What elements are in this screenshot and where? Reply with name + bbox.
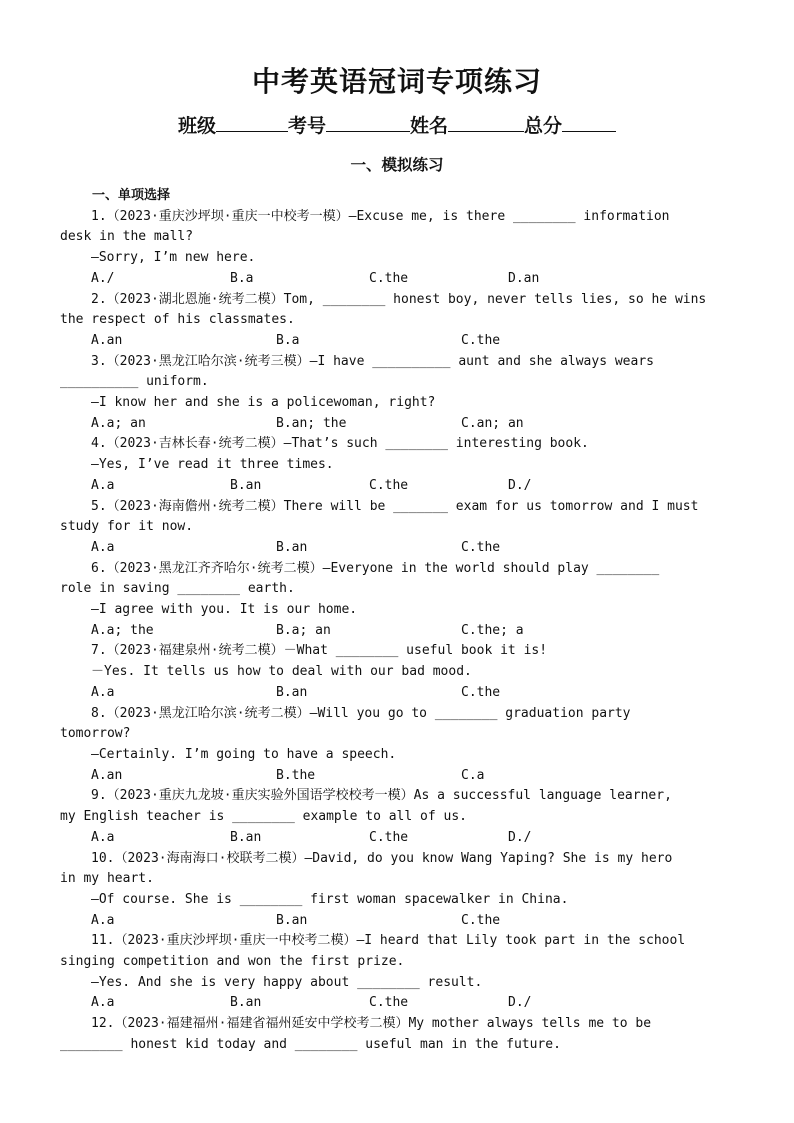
question-stem-line1: 9.（2023·重庆九龙坡·重庆实验外国语学校校考一模）As a successful language learner, bbox=[91, 788, 672, 804]
question-stem bbox=[60, 704, 736, 745]
section-title: 一、模拟练习 bbox=[350, 156, 444, 174]
question-stem bbox=[60, 1014, 736, 1055]
option-d[interactable]: D./ bbox=[508, 995, 532, 1011]
subsection-title: 一、单项选择 bbox=[92, 188, 171, 203]
option-b[interactable]: B.an bbox=[276, 539, 308, 555]
dialogue-reply: —I agree with you. It is our home. bbox=[91, 602, 358, 618]
option-b[interactable]: B.an bbox=[276, 684, 308, 700]
question-stem bbox=[60, 497, 736, 538]
question-stem-line1: 10.（2023·海南海口·校联考二模）—David, do you know Wang Yaping? She is my hero bbox=[91, 850, 673, 866]
answer-options bbox=[60, 828, 736, 849]
question-stem-line2: __________ uniform. bbox=[60, 374, 209, 390]
question-list bbox=[60, 186, 736, 1056]
question-stem-line2: my English teacher is ________ example to all of us. bbox=[60, 809, 467, 825]
answer-options bbox=[60, 993, 736, 1014]
option-d[interactable]: D.an bbox=[508, 270, 540, 286]
question-item bbox=[60, 704, 736, 787]
option-a[interactable]: A.an bbox=[91, 332, 123, 348]
option-c[interactable]: C.the bbox=[369, 270, 409, 286]
question-stem-line2: ________ honest kid today and ________ useful man in the future. bbox=[60, 1036, 561, 1052]
question-stem-line2: role in saving ________ earth. bbox=[60, 581, 295, 597]
option-c[interactable]: C.the bbox=[461, 684, 501, 700]
question-item bbox=[60, 352, 736, 435]
question-stem bbox=[60, 786, 736, 827]
question-stem-line1: 6.（2023·黑龙江齐齐哈尔·统考二模）—Everyone in the world should play ________ bbox=[91, 560, 660, 576]
option-c[interactable]: C.the bbox=[369, 477, 409, 493]
answer-options bbox=[60, 538, 736, 559]
question-stem-line2: the respect of his classmates. bbox=[60, 312, 295, 328]
option-a[interactable]: A.a bbox=[91, 912, 115, 928]
question-stem bbox=[60, 641, 736, 662]
question-stem-line2: tomorrow? bbox=[60, 726, 131, 742]
question-stem bbox=[60, 849, 736, 890]
question-stem-line2: desk in the mall? bbox=[60, 229, 194, 245]
question-stem bbox=[60, 559, 736, 600]
option-c[interactable]: C.the; a bbox=[461, 622, 524, 638]
question-stem-line1: 12.（2023·福建福州·福建省福州延安中学校考二模）My mother always tells me to be bbox=[91, 1016, 652, 1032]
answer-options bbox=[60, 269, 736, 290]
student-info-line bbox=[0, 111, 794, 138]
exam-no-label: 考号 bbox=[287, 115, 326, 137]
option-b[interactable]: B.the bbox=[276, 767, 316, 783]
option-d[interactable]: D./ bbox=[508, 477, 532, 493]
option-c[interactable]: C.the bbox=[369, 829, 409, 845]
dialogue-reply: —Of course. She is ________ first woman spacewalker in China. bbox=[91, 891, 569, 907]
option-a[interactable]: A.a bbox=[91, 995, 115, 1011]
option-c[interactable]: C.the bbox=[461, 912, 501, 928]
dialogue-reply: —Certainly. I’m going to have a speech. bbox=[91, 746, 397, 762]
question-item bbox=[60, 849, 736, 932]
answer-options bbox=[60, 621, 736, 642]
answer-options bbox=[60, 331, 736, 352]
dialogue-reply: —I know her and she is a policewoman, right? bbox=[91, 395, 436, 411]
name-label: 姓名 bbox=[410, 115, 449, 137]
answer-options bbox=[60, 911, 736, 932]
question-stem bbox=[60, 290, 736, 331]
question-stem bbox=[60, 207, 736, 248]
option-b[interactable]: B.an bbox=[230, 829, 262, 845]
question-item bbox=[60, 207, 736, 290]
question-stem-line2: study for it now. bbox=[60, 519, 194, 535]
option-b[interactable]: B.a; an bbox=[276, 622, 331, 638]
name-blank[interactable] bbox=[448, 113, 524, 132]
page-title: 中考英语冠词专项练习 bbox=[251, 65, 542, 98]
question-stem-line1: 11.（2023·重庆沙坪坝·重庆一中校考二模）—I heard that Lily took part in the school bbox=[91, 933, 686, 949]
answer-options bbox=[60, 414, 736, 435]
answer-options bbox=[60, 766, 736, 787]
option-a[interactable]: A./ bbox=[91, 270, 115, 286]
question-stem-line1: 4.（2023·吉林长春·统考二模）—That’s such ________ interesting book. bbox=[91, 436, 589, 452]
question-stem-line2: singing competition and won the first prize. bbox=[60, 954, 405, 970]
question-item bbox=[60, 497, 736, 559]
option-a[interactable]: A.a bbox=[91, 829, 115, 845]
question-stem-line1: 2.（2023·湖北恩施·统考二模）Tom, ________ honest boy, never tells lies, so he wins bbox=[91, 291, 707, 307]
question-item bbox=[60, 641, 736, 703]
option-b[interactable]: B.an bbox=[276, 912, 308, 928]
question-item bbox=[60, 1014, 736, 1055]
option-b[interactable]: B.a bbox=[276, 332, 300, 348]
question-stem bbox=[60, 352, 736, 393]
question-stem-line1: 5.（2023·海南儋州·统考二模）There will be _______ exam for us tomorrow and I must bbox=[91, 498, 699, 514]
question-stem-line1: 8.（2023·黑龙江哈尔滨·统考二模）—Will you go to ________ graduation party bbox=[91, 705, 631, 721]
question-item bbox=[60, 931, 736, 1014]
option-b[interactable]: B.an bbox=[230, 477, 262, 493]
question-item bbox=[60, 786, 736, 848]
class-blank[interactable] bbox=[216, 113, 288, 132]
option-d[interactable]: D./ bbox=[508, 829, 532, 845]
option-b[interactable]: B.an; the bbox=[276, 415, 347, 431]
question-item bbox=[60, 559, 736, 642]
question-stem-line1: 1.（2023·重庆沙坪坝·重庆一中校考一模）—Excuse me, is there ________ information bbox=[91, 208, 670, 224]
option-a[interactable]: A.a; the bbox=[91, 622, 154, 638]
question-stem-line1: 3.（2023·黑龙江哈尔滨·统考三模）—I have __________ aunt and she always wears bbox=[91, 353, 654, 369]
option-a[interactable]: A.a bbox=[91, 684, 115, 700]
answer-options bbox=[60, 683, 736, 704]
question-item bbox=[60, 434, 736, 496]
option-c[interactable]: C.a bbox=[461, 767, 485, 783]
option-b[interactable]: B.an bbox=[230, 995, 262, 1011]
score-blank[interactable] bbox=[562, 113, 616, 132]
score-label: 总分 bbox=[524, 115, 563, 137]
question-item bbox=[60, 290, 736, 352]
option-c[interactable]: C.the bbox=[461, 539, 501, 555]
dialogue-reply: —Yes. And she is very happy about ________ result. bbox=[91, 974, 483, 990]
question-stem-line1: 7.（2023·福建泉州·统考二模）－What ________ useful book it is! bbox=[91, 643, 548, 659]
dialogue-reply: —Yes, I’ve read it three times. bbox=[91, 457, 334, 473]
question-stem bbox=[60, 434, 736, 455]
dialogue-reply: －Yes. It tells us how to deal with our bad mood. bbox=[91, 664, 472, 680]
option-b[interactable]: B.a bbox=[230, 270, 254, 286]
option-a[interactable]: A.a; an bbox=[91, 415, 146, 431]
option-a[interactable]: A.a bbox=[91, 539, 115, 555]
option-a[interactable]: A.a bbox=[91, 477, 115, 493]
question-stem bbox=[60, 931, 736, 972]
option-c[interactable]: C.the bbox=[369, 995, 409, 1011]
dialogue-reply: —Sorry, I’m new here. bbox=[91, 250, 256, 266]
answer-options bbox=[60, 476, 736, 497]
class-label: 班级 bbox=[177, 115, 216, 137]
option-a[interactable]: A.an bbox=[91, 767, 123, 783]
option-c[interactable]: C.the bbox=[461, 332, 501, 348]
question-stem-line2: in my heart. bbox=[60, 871, 154, 887]
option-c[interactable]: C.an; an bbox=[461, 415, 524, 431]
exam-no-blank[interactable] bbox=[326, 113, 410, 132]
